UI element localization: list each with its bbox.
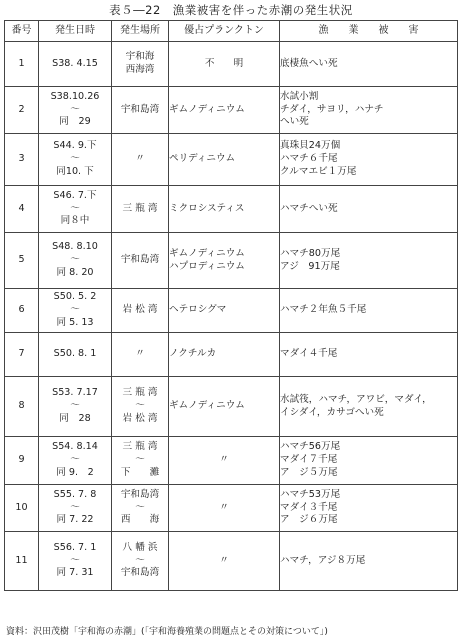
cell-place bbox=[112, 134, 169, 186]
table-row bbox=[5, 532, 458, 591]
cell-place-line: 八 幡 浜 bbox=[122, 541, 158, 553]
cell-place bbox=[112, 87, 169, 134]
cell-place bbox=[112, 377, 169, 437]
cell-plankton-line: ギムノディニウム bbox=[169, 103, 245, 115]
cell-place bbox=[112, 437, 169, 485]
table-row bbox=[5, 485, 458, 532]
cell-plankton bbox=[169, 87, 280, 134]
table-row bbox=[5, 437, 458, 485]
cell-date-line: 〜 bbox=[70, 400, 80, 412]
header-place: 発生場所 bbox=[112, 21, 169, 42]
cell-damage-line: ハマチ56万尾 bbox=[280, 441, 341, 453]
cell-plankton bbox=[169, 437, 280, 485]
cell-date-line: 〜 bbox=[70, 202, 80, 214]
cell-damage-line: へい死 bbox=[280, 116, 309, 128]
cell-no bbox=[5, 377, 39, 437]
cell-damage-line: イシダイ，カサゴへい死 bbox=[280, 406, 384, 418]
cell-damage bbox=[280, 186, 458, 233]
cell-no bbox=[5, 233, 39, 289]
cell-date bbox=[39, 289, 112, 333]
cell-damage-line: ハマチ６千尾 bbox=[280, 153, 338, 165]
cell-no-line: 4 bbox=[18, 202, 25, 214]
cell-damage-line: ア ジ５万尾 bbox=[280, 466, 338, 478]
cell-plankton bbox=[169, 377, 280, 437]
cell-date-line: S48. 8.10 bbox=[52, 241, 98, 253]
cell-no-line: 5 bbox=[18, 254, 25, 266]
cell-date-line: S56. 7. 1 bbox=[53, 541, 97, 553]
cell-place bbox=[112, 289, 169, 333]
cell-damage-line: 底棲魚へい死 bbox=[280, 57, 338, 69]
cell-place-line: 〜 bbox=[135, 554, 145, 566]
cell-date-line: 同 7. 31 bbox=[56, 567, 94, 579]
table-row bbox=[5, 289, 458, 333]
header-plankton: 優占プランクトン bbox=[169, 21, 280, 42]
cell-no bbox=[5, 485, 39, 532]
source-note: 資料：沢田茂樹「宇和海の赤潮」(「宇和海養殖業の問題点とその対策について」) bbox=[6, 627, 328, 637]
cell-damage bbox=[280, 437, 458, 485]
cell-date-line: S53. 7.17 bbox=[52, 387, 98, 399]
header-date: 発生日時 bbox=[39, 21, 112, 42]
cell-date-line: 〜 bbox=[70, 454, 80, 466]
cell-place-line: 〃 bbox=[135, 153, 145, 165]
cell-no bbox=[5, 42, 39, 87]
cell-damage bbox=[280, 485, 458, 532]
cell-plankton bbox=[169, 233, 280, 289]
cell-damage bbox=[280, 377, 458, 437]
cell-date-line: 同 9. 2 bbox=[56, 466, 94, 478]
cell-plankton bbox=[169, 289, 280, 333]
cell-date bbox=[39, 485, 112, 532]
cell-no-line: 8 bbox=[18, 400, 25, 412]
cell-plankton-line: 〃 bbox=[219, 454, 229, 466]
cell-plankton bbox=[169, 186, 280, 233]
cell-plankton-line: 〃 bbox=[219, 554, 229, 566]
cell-plankton-line: 〃 bbox=[219, 501, 229, 513]
cell-no bbox=[5, 186, 39, 233]
cell-place-line: 宇和島湾 bbox=[120, 488, 160, 500]
cell-damage bbox=[280, 532, 458, 591]
cell-plankton bbox=[169, 134, 280, 186]
cell-date-line: 同 7. 22 bbox=[56, 514, 94, 526]
table-row bbox=[5, 87, 458, 134]
cell-plankton-line: 不 明 bbox=[204, 57, 244, 69]
cell-damage bbox=[280, 289, 458, 333]
cell-damage-line: 水試筏，ハマチ，アワビ，マダイ， bbox=[280, 393, 432, 405]
cell-plankton-line: ペリディニウム bbox=[169, 153, 236, 165]
cell-date bbox=[39, 233, 112, 289]
cell-place-line: 三 瓶 湾 bbox=[122, 387, 158, 399]
cell-place-line: 岩 松 湾 bbox=[122, 304, 158, 316]
cell-no bbox=[5, 134, 39, 186]
cell-place-line: 西海湾 bbox=[125, 64, 155, 75]
table-row bbox=[5, 42, 458, 87]
cell-no-line: 1 bbox=[18, 57, 25, 69]
cell-date-line: 〜 bbox=[70, 304, 80, 316]
cell-no-line: 2 bbox=[18, 103, 25, 115]
cell-plankton bbox=[169, 42, 280, 87]
cell-place bbox=[112, 532, 169, 591]
cell-place-line: 宇和島湾 bbox=[120, 254, 160, 266]
cell-place-line: 西 海 bbox=[120, 514, 160, 526]
cell-no bbox=[5, 289, 39, 333]
cell-date-line: 〜 bbox=[70, 554, 80, 566]
cell-place-line: 岩 松 湾 bbox=[122, 412, 158, 424]
cell-no-line: 10 bbox=[15, 501, 28, 513]
cell-damage bbox=[280, 333, 458, 377]
table-row bbox=[5, 134, 458, 186]
cell-place-line: 〜 bbox=[135, 400, 145, 412]
cell-date-line: 〜 bbox=[70, 501, 80, 513]
cell-date-line: S50. 8. 1 bbox=[53, 348, 97, 360]
header-no: 番号 bbox=[5, 21, 39, 42]
cell-damage bbox=[280, 134, 458, 186]
cell-damage-line: マダイ３千尾 bbox=[280, 501, 338, 513]
cell-date-line: 〜 bbox=[70, 103, 80, 115]
cell-no bbox=[5, 532, 39, 591]
cell-date-line: S38.10.26 bbox=[50, 90, 100, 102]
cell-date-line: 同 5. 13 bbox=[56, 316, 94, 328]
cell-no-line: 9 bbox=[18, 454, 25, 466]
cell-plankton bbox=[169, 485, 280, 532]
cell-place bbox=[112, 42, 169, 87]
cell-date bbox=[39, 377, 112, 437]
cell-place bbox=[112, 233, 169, 289]
cell-place-line: 下 灘 bbox=[120, 466, 160, 478]
cell-date-line: 同８中 bbox=[60, 215, 90, 227]
cell-no bbox=[5, 437, 39, 485]
cell-no-line: 6 bbox=[18, 304, 25, 316]
cell-date bbox=[39, 186, 112, 233]
cell-plankton-line: ヘテロシグマ bbox=[169, 304, 227, 316]
cell-date-line: S46. 7.下 bbox=[53, 189, 97, 201]
cell-damage-line: ハマチ２年魚５千尾 bbox=[280, 304, 367, 316]
cell-damage-line: 水試小割 bbox=[280, 90, 319, 102]
cell-damage-line: チダイ，サヨリ，ハナチ bbox=[280, 103, 384, 115]
cell-damage-line: ハマチ，アジ８万尾 bbox=[280, 554, 366, 566]
cell-damage-line: クルマエビ１万尾 bbox=[280, 165, 357, 177]
cell-date-line: 同10. 下 bbox=[56, 165, 94, 177]
cell-plankton-line: ノクチルカ bbox=[169, 348, 217, 360]
table-row bbox=[5, 333, 458, 377]
cell-plankton-line: ミクロシスティス bbox=[169, 202, 245, 214]
cell-date bbox=[39, 87, 112, 134]
cell-damage-line: 真珠貝24万個 bbox=[280, 140, 341, 152]
cell-date-line: 〜 bbox=[70, 254, 80, 266]
cell-place-line: 三 瓶 湾 bbox=[122, 202, 158, 214]
cell-place-line: 〜 bbox=[135, 454, 145, 466]
cell-date-line: 同 8. 20 bbox=[56, 266, 94, 278]
cell-date-line: S54. 8.14 bbox=[52, 441, 98, 453]
cell-date-line: S38. 4.15 bbox=[52, 57, 98, 69]
cell-place-line: 三 瓶 湾 bbox=[122, 441, 158, 453]
cell-damage bbox=[280, 87, 458, 134]
table-row bbox=[5, 233, 458, 289]
cell-no-line: 3 bbox=[18, 153, 25, 165]
cell-place-line: 〃 bbox=[135, 348, 145, 360]
table-title: 表５―22 漁業被害を伴った赤潮の発生状況 bbox=[109, 3, 353, 17]
cell-date-line: 同 28 bbox=[59, 412, 91, 424]
cell-date-line: 〜 bbox=[70, 153, 80, 165]
cell-damage-line: アジ 91万尾 bbox=[280, 260, 340, 272]
cell-date-line: S44. 9.下 bbox=[53, 140, 97, 152]
cell-plankton bbox=[169, 333, 280, 377]
cell-damage-line: ハマチ80万尾 bbox=[280, 247, 341, 259]
cell-place-line: 宇和島湾 bbox=[120, 567, 160, 579]
cell-no-line: 11 bbox=[15, 554, 28, 566]
cell-place-line: 宇和海 bbox=[125, 51, 155, 63]
red-tide-table bbox=[4, 20, 458, 591]
cell-place bbox=[112, 186, 169, 233]
cell-date bbox=[39, 134, 112, 186]
header-row bbox=[5, 21, 458, 42]
cell-damage-line: マダイ７千尾 bbox=[280, 454, 338, 466]
cell-damage bbox=[280, 42, 458, 87]
cell-date bbox=[39, 532, 112, 591]
cell-place bbox=[112, 333, 169, 377]
cell-plankton bbox=[169, 532, 280, 591]
cell-date-line: S55. 7. 8 bbox=[53, 488, 97, 500]
cell-damage-line: ハマチへい死 bbox=[280, 202, 338, 214]
cell-damage-line: ア ジ６万尾 bbox=[280, 514, 338, 526]
cell-damage-line: ハマチ53万尾 bbox=[280, 488, 341, 500]
header-damage: 漁 業 被 害 bbox=[280, 21, 458, 42]
cell-plankton-line: ハプロディニウム bbox=[169, 260, 245, 272]
table-body bbox=[5, 42, 458, 591]
cell-no bbox=[5, 87, 39, 134]
cell-place-line: 宇和島湾 bbox=[120, 103, 160, 115]
cell-place bbox=[112, 485, 169, 532]
cell-no bbox=[5, 333, 39, 377]
cell-damage-line: マダイ４千尾 bbox=[280, 348, 338, 360]
cell-date-line: 同 29 bbox=[59, 116, 91, 128]
cell-damage bbox=[280, 233, 458, 289]
cell-date bbox=[39, 42, 112, 87]
cell-no-line: 7 bbox=[18, 348, 25, 360]
cell-date bbox=[39, 333, 112, 377]
cell-date bbox=[39, 437, 112, 485]
table-row bbox=[5, 186, 458, 233]
cell-plankton-line: ギムノディニウム bbox=[169, 400, 245, 412]
table-row bbox=[5, 377, 458, 437]
cell-plankton-line: ギムノディニウム bbox=[169, 247, 245, 259]
cell-date-line: S50. 5. 2 bbox=[53, 291, 97, 303]
cell-place-line: 〜 bbox=[135, 501, 145, 513]
